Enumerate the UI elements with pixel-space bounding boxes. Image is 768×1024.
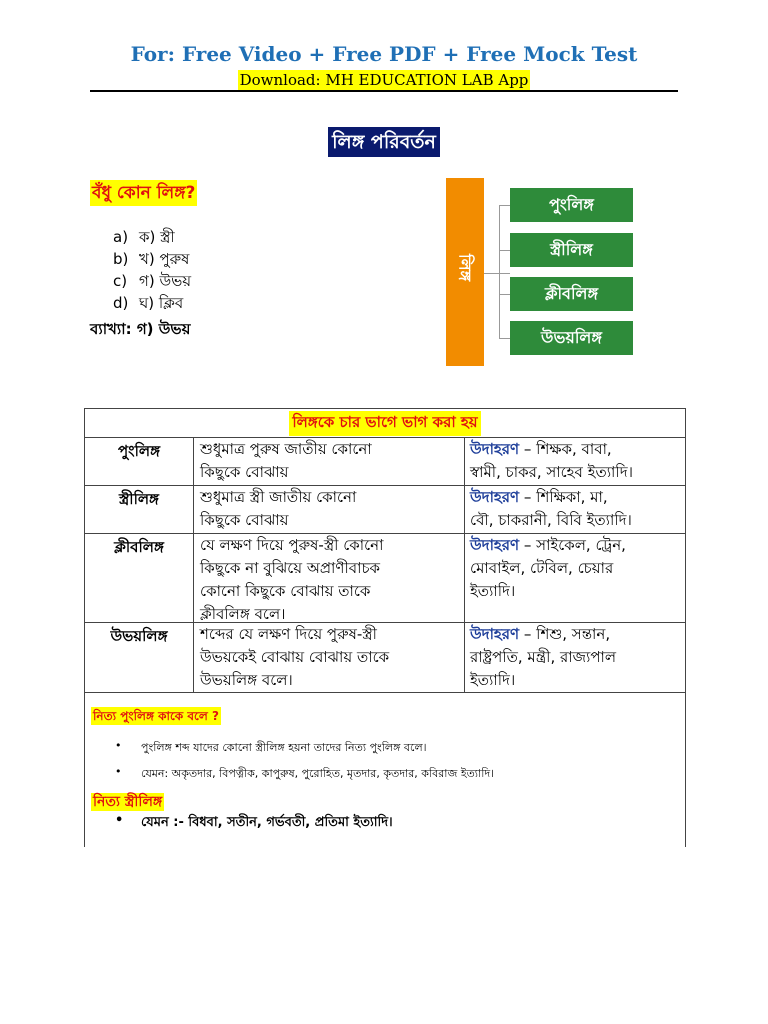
example-label: উদাহরণ	[470, 440, 520, 458]
diagram-connector	[499, 294, 510, 295]
question-text: বঁধু কোন লিঙ্গ?	[90, 180, 197, 206]
desc-line: শব্দের যে লক্ষণ দিয়ে পুরুষ-স্ত্রী	[200, 625, 377, 643]
header-download-line: Download: MH EDUCATION LAB App	[239, 71, 529, 89]
example-line: ইত্যাদি।	[470, 582, 516, 600]
table-heading-text: লিঙ্গকে চার ভাগে ভাগ করা হয়	[289, 411, 480, 436]
note-bullet	[115, 739, 427, 758]
gender-description	[194, 623, 465, 692]
bullet-dot: •	[115, 813, 124, 828]
header-promo-line: For: Free Video + Free PDF + Free Mock Test	[130, 42, 638, 66]
option-a	[113, 226, 191, 248]
gender-diagram	[446, 178, 636, 368]
bullet-dot: •	[115, 765, 122, 778]
option-letter: b)	[113, 250, 129, 268]
gender-description	[194, 534, 465, 622]
table-row	[85, 438, 685, 486]
diagram-branch-common: উভয়লিঙ্গ	[510, 321, 633, 355]
gender-example	[465, 534, 685, 622]
example-line: – শিশু, সন্তান,	[523, 625, 611, 643]
note-question-masculine: নিত্য পুংলিঙ্গ কাকে বলে ?	[93, 709, 219, 723]
example-line: বৌ, চাকরানী, বিবি ইত্যাদি।	[470, 511, 632, 529]
page-title: লিঙ্গ পরিবর্তন	[328, 127, 440, 157]
note-text: যেমন: অকৃতদার, বিপত্নীক, কাপুরুষ, পুরোহিত, মৃতদার, কৃতদার, কবিরাজ ইত্যাদি।	[141, 767, 495, 780]
gender-name: ক্লীবলিঙ্গ	[85, 534, 194, 622]
example-line: – শিক্ষিকা, মা,	[523, 488, 608, 506]
example-line: মোবাইল, টেবিল, চেয়ার	[470, 559, 614, 577]
diagram-branch-feminine: স্ত্রীলিঙ্গ	[510, 233, 633, 267]
diagram-branch-neuter: ক্লীবলিঙ্গ	[510, 277, 633, 311]
gender-name: স্ত্রীলিঙ্গ	[85, 486, 194, 533]
gender-description	[194, 438, 465, 485]
desc-line: কোনো কিছুকে বোঝায় তাকে	[200, 582, 371, 600]
header-divider	[90, 90, 678, 92]
diagram-connector	[499, 250, 510, 251]
option-text: ঘ) ক্লিব	[139, 294, 184, 312]
option-c	[113, 270, 191, 292]
option-d	[113, 292, 191, 314]
note-text: যেমন :- বিধবা, সতীন, গর্ভবতী, প্রতিমা ইত্যাদি।	[141, 815, 393, 830]
gender-name: পুংলিঙ্গ	[85, 438, 194, 485]
table-heading	[85, 409, 685, 438]
note-question-feminine: নিত্য স্ত্রীলিঙ্গ	[93, 794, 163, 810]
explanation: ব্যাখ্যা: গ) উভয়	[90, 320, 191, 338]
diagram-root-label: লিঙ্গ	[455, 254, 475, 282]
option-letter: d)	[113, 294, 129, 312]
gender-example	[465, 438, 685, 485]
desc-line: শুধুমাত্র স্ত্রী জাতীয় কোনো	[200, 488, 357, 506]
gender-example	[465, 486, 685, 533]
diagram-connector	[499, 205, 510, 206]
note-bullet	[115, 765, 494, 784]
options-list	[113, 226, 191, 314]
diagram-connector	[484, 273, 510, 274]
note-bullet	[115, 813, 393, 834]
example-line: স্বামী, চাকর, সাহেব ইত্যাদি।	[470, 463, 633, 481]
table-row	[85, 486, 685, 534]
example-line: – সাইকেল, ট্রেন,	[523, 536, 626, 554]
gender-table	[84, 408, 686, 847]
desc-line: কিছুকে বোঝায়	[200, 511, 289, 529]
example-line: রাষ্ট্রপতি, মন্ত্রী, রাজ্যপাল	[470, 648, 617, 666]
note-text: পুংলিঙ্গ শব্দ যাদের কোনো স্ত্রীলিঙ্গ হয়না তাদের নিত্য পুংলিঙ্গ বলে।	[141, 741, 427, 754]
option-b	[113, 248, 191, 270]
table-row	[85, 623, 685, 693]
desc-line: শুধুমাত্র পুরুষ জাতীয় কোনো	[200, 440, 372, 458]
desc-line: উভয়কেই বোঝায় বোঝায় তাকে	[200, 648, 390, 666]
example-line: – শিক্ষক, বাবা,	[523, 440, 612, 458]
desc-line: ক্লীবলিঙ্গ বলে।	[200, 605, 286, 623]
diagram-connector	[499, 338, 510, 339]
example-label: উদাহরণ	[470, 536, 520, 554]
option-letter: c)	[113, 272, 128, 290]
option-text: ক) স্ত্রী	[139, 228, 175, 246]
gender-example	[465, 623, 685, 692]
gender-name: উভয়লিঙ্গ	[85, 623, 194, 692]
option-text: খ) পুরুষ	[139, 250, 190, 268]
table-row	[85, 534, 685, 623]
option-letter: a)	[113, 228, 129, 246]
example-label: উদাহরণ	[470, 488, 520, 506]
example-label: উদাহরণ	[470, 625, 520, 643]
desc-line: যে লক্ষণ দিয়ে পুরুষ-স্ত্রী কোনো	[200, 536, 384, 554]
diagram-branch-masculine: পুংলিঙ্গ	[510, 188, 633, 222]
gender-description	[194, 486, 465, 533]
diagram-connector	[499, 205, 500, 338]
option-text: গ) উভয়	[139, 272, 192, 290]
desc-line: কিছুকে না বুঝিয়ে অপ্রাণীবাচক	[200, 559, 381, 577]
desc-line: উভয়লিঙ্গ বলে।	[200, 671, 293, 689]
desc-line: কিছুকে বোঝায়	[200, 463, 289, 481]
example-line: ইত্যাদি।	[470, 671, 516, 689]
bullet-dot: •	[115, 739, 122, 752]
